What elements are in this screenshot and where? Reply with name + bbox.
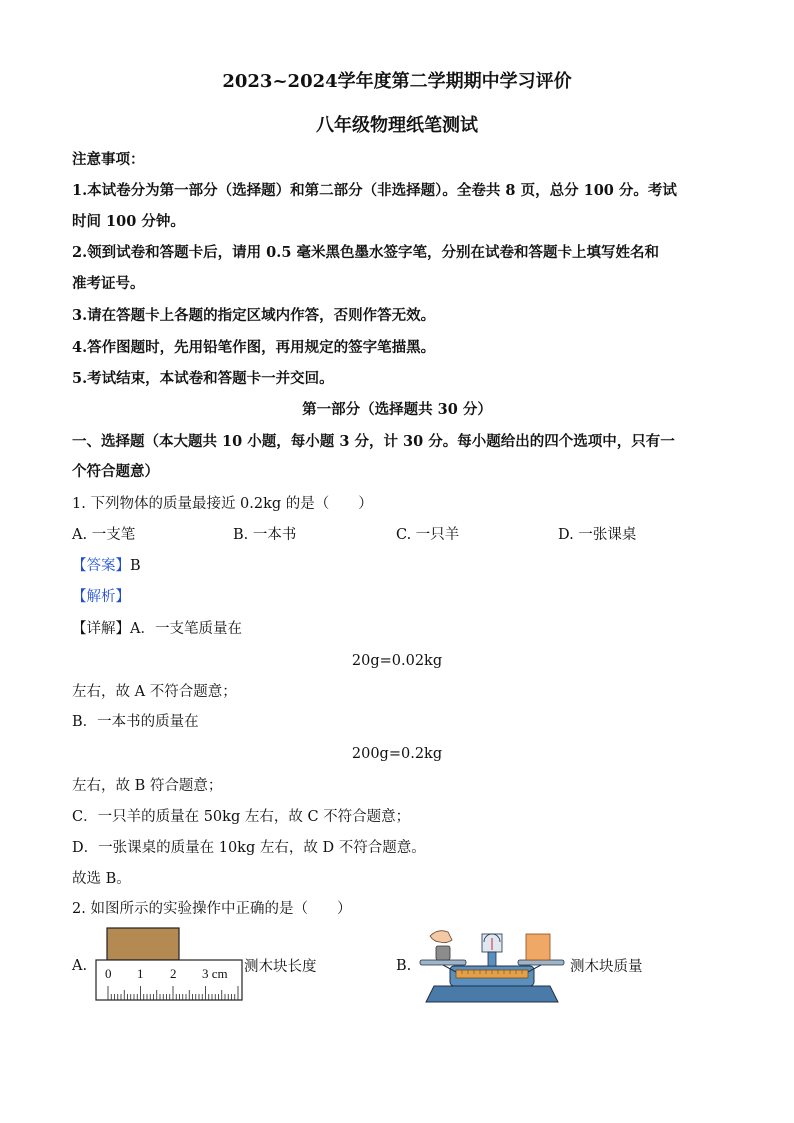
notice-item-5: 5.考试结束，本试卷和答题卡一并交回。: [72, 370, 334, 387]
detail-tag: 【详解】: [72, 621, 130, 637]
q1-option-a: A. 一支笔: [72, 527, 136, 543]
q1-detail-b: B．一本书的质量在: [72, 714, 199, 730]
q2-option-a-caption: 测木块长度: [244, 959, 317, 975]
conclusion-a: 左右，故 A 不符合题意；: [72, 684, 237, 700]
answer-value: B: [130, 558, 141, 574]
q1-option-d: D. 一张课桌: [558, 527, 637, 543]
hand-icon: [430, 931, 452, 943]
ruler-label-2: 2: [170, 966, 177, 981]
left-pan: [420, 960, 466, 965]
weight: [436, 946, 450, 960]
q1-final: 故选 B。: [72, 871, 131, 887]
notice-item-4: 4.答作图题时，先用铅笔作图，再用规定的签字笔描黑。: [72, 339, 436, 356]
q2-option-a-letter: A.: [72, 958, 88, 974]
ruler-figure: [92, 926, 248, 1004]
q2-stem: 2. 如图所示的实验操作中正确的是（ ）: [72, 901, 352, 917]
ruler-label-1: 1: [137, 966, 144, 981]
notice-item-1-line-1: 1.本试卷分为第一部分（选择题）和第二部分（非选择题）。全卷共 8 页，总分 100 分。考试: [72, 182, 677, 199]
exam-subtitle: 八年级物理纸笔测试: [316, 115, 478, 136]
q1-detail-c: C．一只羊的质量在 50kg 左右，故 C 不符合题意；: [72, 809, 411, 825]
q2-option-b-letter: B.: [396, 958, 412, 974]
section-instruction-line-1: 一、选择题（本大题共 10 小题，每小题 3 分，计 30 分。每小题给出的四个选项中，只有一: [72, 433, 675, 450]
wood-block: [107, 928, 179, 960]
notice-item-3: 3.请在答题卡上各题的指定区域内作答，否则作答无效。: [72, 307, 436, 324]
ruler-label-0: 0: [105, 966, 112, 981]
notice-heading: 注意事项：: [72, 151, 145, 168]
analysis-tag: 【解析】: [72, 589, 130, 605]
q1-detail-d: D．一张课桌的质量在 10kg 左右，故 D 不符合题意。: [72, 840, 426, 856]
q1-answer: [72, 556, 141, 576]
q1-detail-a: [72, 619, 242, 639]
q2-option-b-caption: 测木块质量: [570, 959, 643, 975]
detail-a-text: A．一支笔质量在: [130, 621, 242, 637]
right-pan: [518, 960, 564, 965]
q1-stem: 1. 下列物体的质量最接近 0.2kg 的是（ ）: [72, 496, 373, 512]
answer-tag: 【答案】: [72, 558, 130, 574]
part-1-heading: 第一部分（选择题共 30 分）: [302, 401, 492, 418]
balance-scale-figure: [416, 922, 568, 1006]
formula-a: 20g=0.02kg: [351, 653, 443, 669]
wood-block-on-pan: [526, 934, 550, 960]
notice-item-1-line-2: 时间 100 分钟。: [72, 213, 185, 230]
ruler-label-3cm: 3 cm: [202, 966, 228, 981]
exam-title: 2023~2024学年度第二学期期中学习评价: [222, 71, 572, 92]
notice-item-2-line-1: 2.领到试卷和答题卡后，请用 0.5 毫米黑色墨水签字笔，分别在试卷和答题卡上填写姓名和: [72, 244, 659, 261]
conclusion-b: 左右，故 B 符合题意；: [72, 778, 223, 794]
q1-option-b: B. 一本书: [233, 527, 297, 543]
section-instruction-line-2: 个符合题意）: [72, 463, 159, 480]
q1-option-c: C. 一只羊: [396, 527, 460, 543]
scale-base: [426, 986, 558, 1002]
notice-item-2-line-2: 准考证号。: [72, 275, 145, 292]
formula-b: 200g=0.2kg: [351, 746, 443, 762]
